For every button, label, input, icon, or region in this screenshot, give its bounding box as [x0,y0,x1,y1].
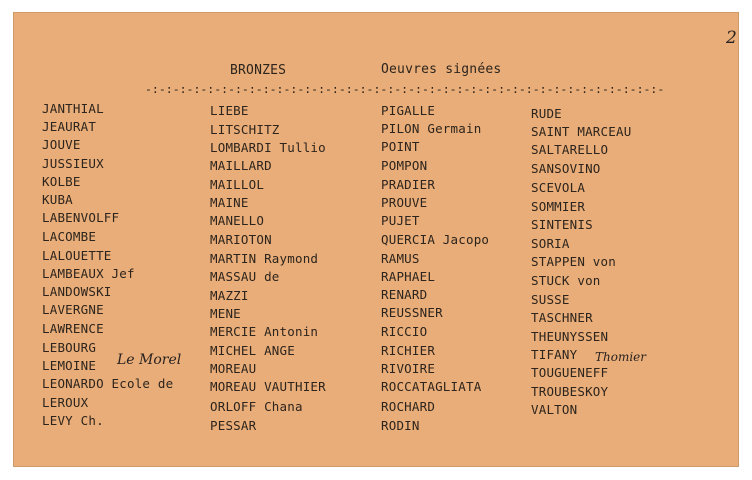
name-entry: ROCCATAGLIATA [381,379,482,394]
name-entry: KUBA [42,192,73,207]
name-entry: MENE [210,306,241,321]
name-entry: RAMUS [381,251,420,266]
name-entry: PROUVE [381,195,428,210]
header-separator: -:-:-:-:-:-:-:-:-:-:-:-:-:-:-:-:-:-:-:-:-:-:-:-:-:-:-:-:-:-:-:-:-:-:-:-:-:- [145,82,665,96]
header-bronzes: BRONZES [230,63,287,78]
name-entry: SALTARELLO [531,142,609,157]
name-entry: MANELLO [210,213,265,228]
name-entry: MAZZI [210,288,249,303]
name-entry: LIEBE [210,103,249,118]
name-entry: ORLOFF Chana [210,399,303,414]
name-entry: SAINT MARCEAU [531,124,632,139]
name-entry: JOUVE [42,137,81,152]
name-entry: LALOUETTE [42,248,112,263]
name-entry: LEMOINE [42,358,97,373]
name-entry: LOMBARDI Tullio [210,140,326,155]
name-entry: ROCHARD [381,399,436,414]
handwritten-note-le-morel: Le Morel [117,352,182,368]
name-entry: RENARD [381,287,428,302]
name-entry: JEAURAT [42,119,97,134]
name-entry: SANSOVINO [531,161,601,176]
name-entry: LABENVOLFF [42,210,120,225]
name-entry: MOREAU [210,361,257,376]
name-entry: VALTON [531,402,578,417]
name-entry: MERCIE Antonin [210,324,319,339]
name-entry: POMPON [381,158,428,173]
name-entry: RAPHAEL [381,269,436,284]
name-entry: LEVY Ch. [42,413,104,428]
name-entry: RUDE [531,106,562,121]
name-entry: SORIA [531,236,570,251]
name-entry: MASSAU de [210,269,280,284]
name-entry: SUSSE [531,292,570,307]
name-entry: QUERCIA Jacopo [381,232,490,247]
name-entry: JUSSIEUX [42,156,104,171]
name-entry: LAWRENCE [42,321,104,336]
name-entry: TROUBESKOY [531,384,609,399]
name-entry: STUCK von [531,273,601,288]
name-entry: TIFANY [531,347,578,362]
name-entry: LACOMBE [42,229,97,244]
name-entry: POINT [381,139,420,154]
name-entry: MAILLARD [210,158,272,173]
name-entry: LEONARDO Ecole de [42,376,174,391]
name-entry: MICHEL ANGE [210,343,295,358]
page-number: 2 [726,28,737,48]
name-entry: LEBOURG [42,340,97,355]
name-entry: MARIOTON [210,232,272,247]
name-entry: MAINE [210,195,249,210]
name-entry: MARTIN Raymond [210,251,319,266]
handwritten-note-thomier: Thomier [595,350,647,364]
name-entry: PILON Germain [381,121,482,136]
name-entry: RICCIO [381,324,428,339]
name-entry: LITSCHITZ [210,122,280,137]
name-entry: PESSAR [210,418,257,433]
name-entry: LEROUX [42,395,89,410]
name-entry: MOREAU VAUTHIER [210,379,326,394]
name-entry: PUJET [381,213,420,228]
name-entry: LAMBEAUX Jef [42,266,135,281]
name-entry: STAPPEN von [531,254,616,269]
name-entry: TOUGUENEFF [531,365,609,380]
name-entry: JANTHIAL [42,101,104,116]
name-entry: REUSSNER [381,305,443,320]
name-entry: PIGALLE [381,103,436,118]
name-entry: KOLBE [42,174,81,189]
name-entry: TASCHNER [531,310,593,325]
header-oeuvres-signees: Oeuvres signées [381,62,502,77]
name-entry: PRADIER [381,177,436,192]
name-entry: LAVERGNE [42,302,104,317]
name-entry: LANDOWSKI [42,284,112,299]
name-entry: SINTENIS [531,217,593,232]
name-entry: RODIN [381,418,420,433]
name-entry: SCEVOLA [531,180,586,195]
name-entry: SOMMIER [531,199,586,214]
name-entry: MAILLOL [210,177,265,192]
name-entry: RICHIER [381,343,436,358]
name-entry: THEUNYSSEN [531,329,609,344]
archive-card [13,12,739,467]
name-entry: RIVOIRE [381,361,436,376]
